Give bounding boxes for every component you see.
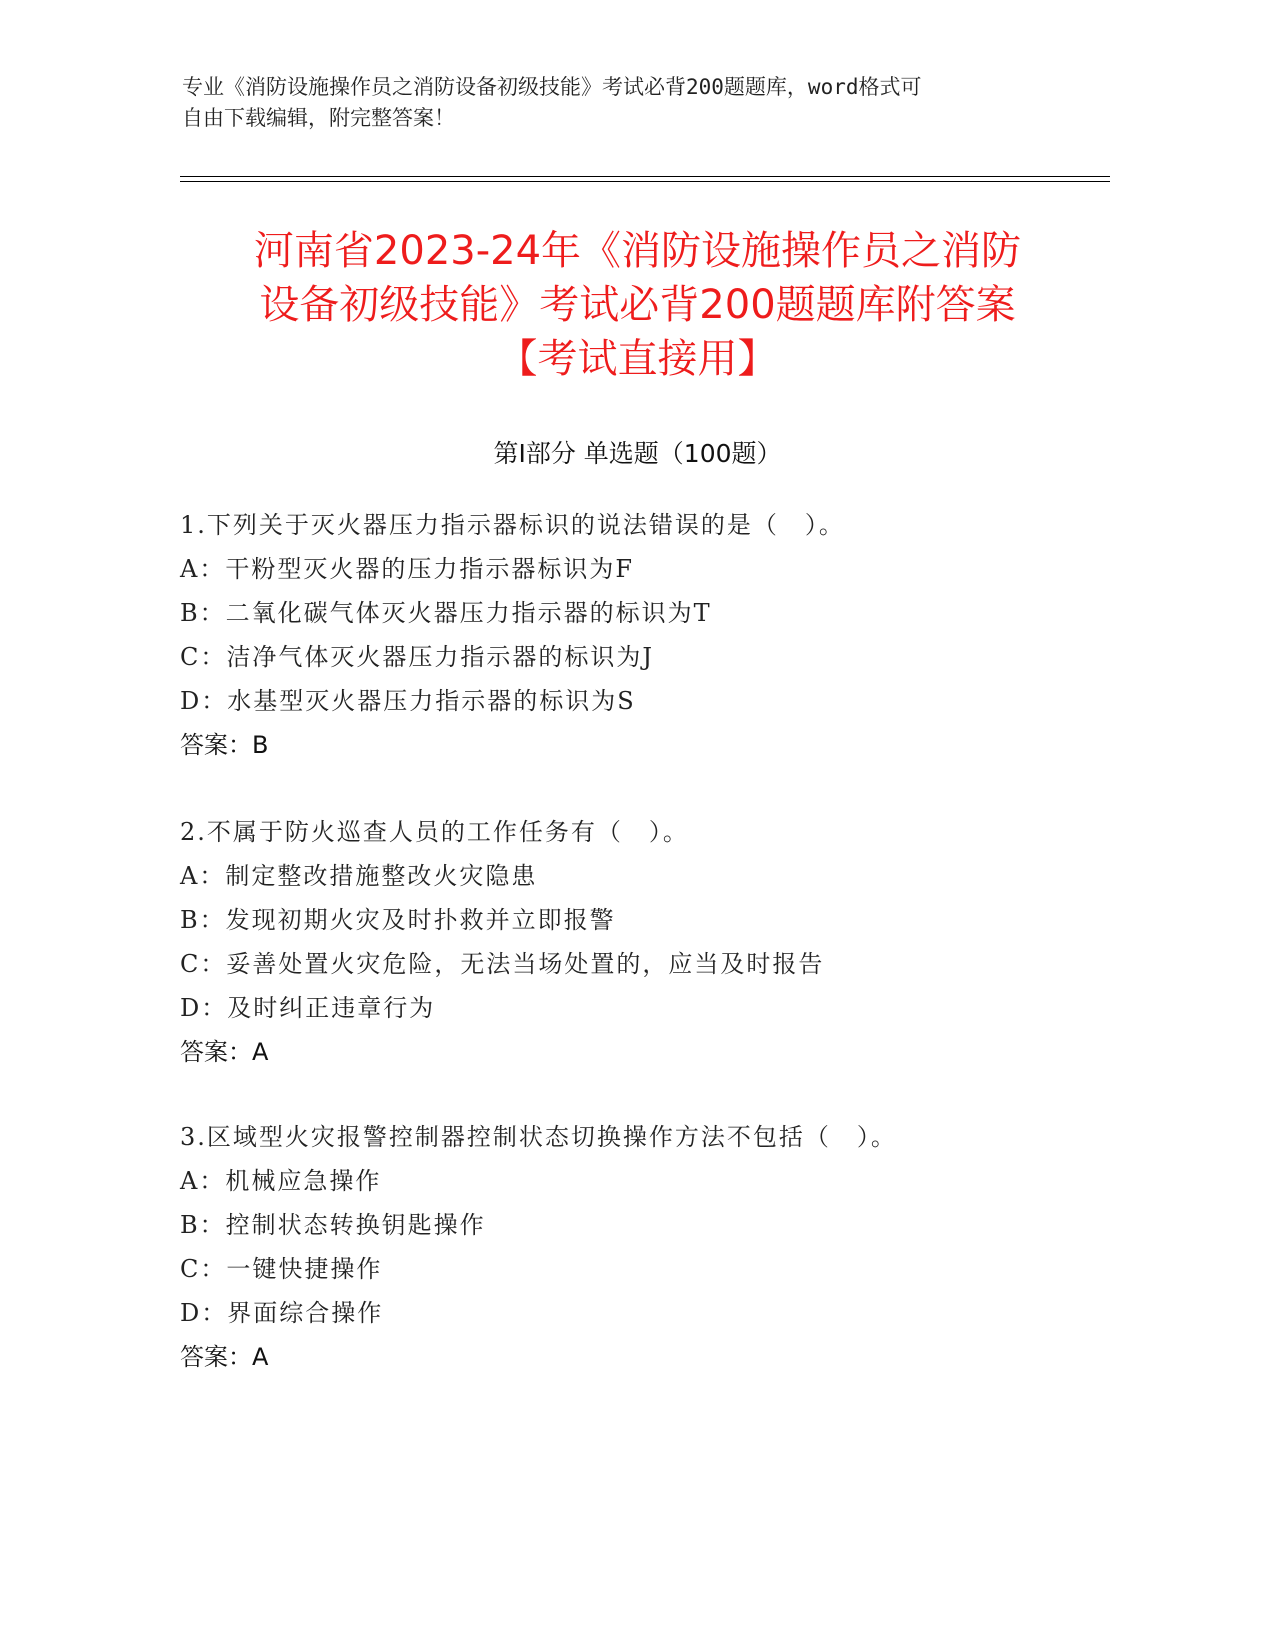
option-a: A：制定整改措施整改火灾隐患: [180, 862, 538, 890]
answer: 答案：A: [180, 1038, 269, 1066]
option-b: B：发现初期火灾及时扑救并立即报警: [180, 906, 616, 934]
option-d: D：及时纠正违章行为: [180, 994, 436, 1022]
option-c: C：一键快捷操作: [180, 1255, 383, 1283]
header-note-line-2: 自由下载编辑，附完整答案！: [182, 106, 455, 130]
option-c: C：妥善处置火灾危险，无法当场处置的，应当及时报告: [180, 950, 825, 978]
title-line-1: 河南省2023-24年《消防设施操作员之消防: [253, 228, 1022, 274]
option-c: C：洁净气体灭火器压力指示器的标识为J: [180, 643, 654, 671]
answer: 答案：A: [180, 1343, 269, 1371]
header-divider-bottom: [180, 181, 1110, 182]
header-note: [182, 72, 1062, 134]
document-title: [150, 224, 1125, 386]
header-divider-top: [180, 176, 1110, 177]
question-3: [180, 1115, 1080, 1379]
option-a: A：干粉型灭火器的压力指示器标识为F: [180, 555, 634, 583]
option-d: D：水基型灭火器压力指示器的标识为S: [180, 687, 636, 715]
question-stem: 1.下列关于灭火器压力指示器标识的说法错误的是（ ）。: [180, 511, 845, 539]
option-d: D：界面综合操作: [180, 1299, 384, 1327]
option-b: B：二氧化碳气体灭火器压力指示器的标识为T: [180, 599, 712, 627]
title-line-2: 设备初级技能》考试必背200题题库附答案: [259, 282, 1016, 328]
option-b: B：控制状态转换钥匙操作: [180, 1211, 486, 1239]
section-heading: 第Ⅰ部分 单选题（100题）: [493, 439, 782, 468]
option-a: A：机械应急操作: [180, 1167, 382, 1195]
title-line-3: 【考试直接用】: [497, 336, 778, 382]
answer: 答案：B: [180, 731, 269, 759]
question-2: [180, 810, 1080, 1074]
question-stem: 2.不属于防火巡查人员的工作任务有（ ）。: [180, 818, 689, 846]
header-note-line-1: 专业《消防设施操作员之消防设备初级技能》考试必背200题题库，word格式可: [182, 75, 922, 99]
question-1: [180, 503, 1080, 767]
question-stem: 3.区域型火灾报警控制器控制状态切换操作方法不包括（ ）。: [180, 1123, 897, 1151]
